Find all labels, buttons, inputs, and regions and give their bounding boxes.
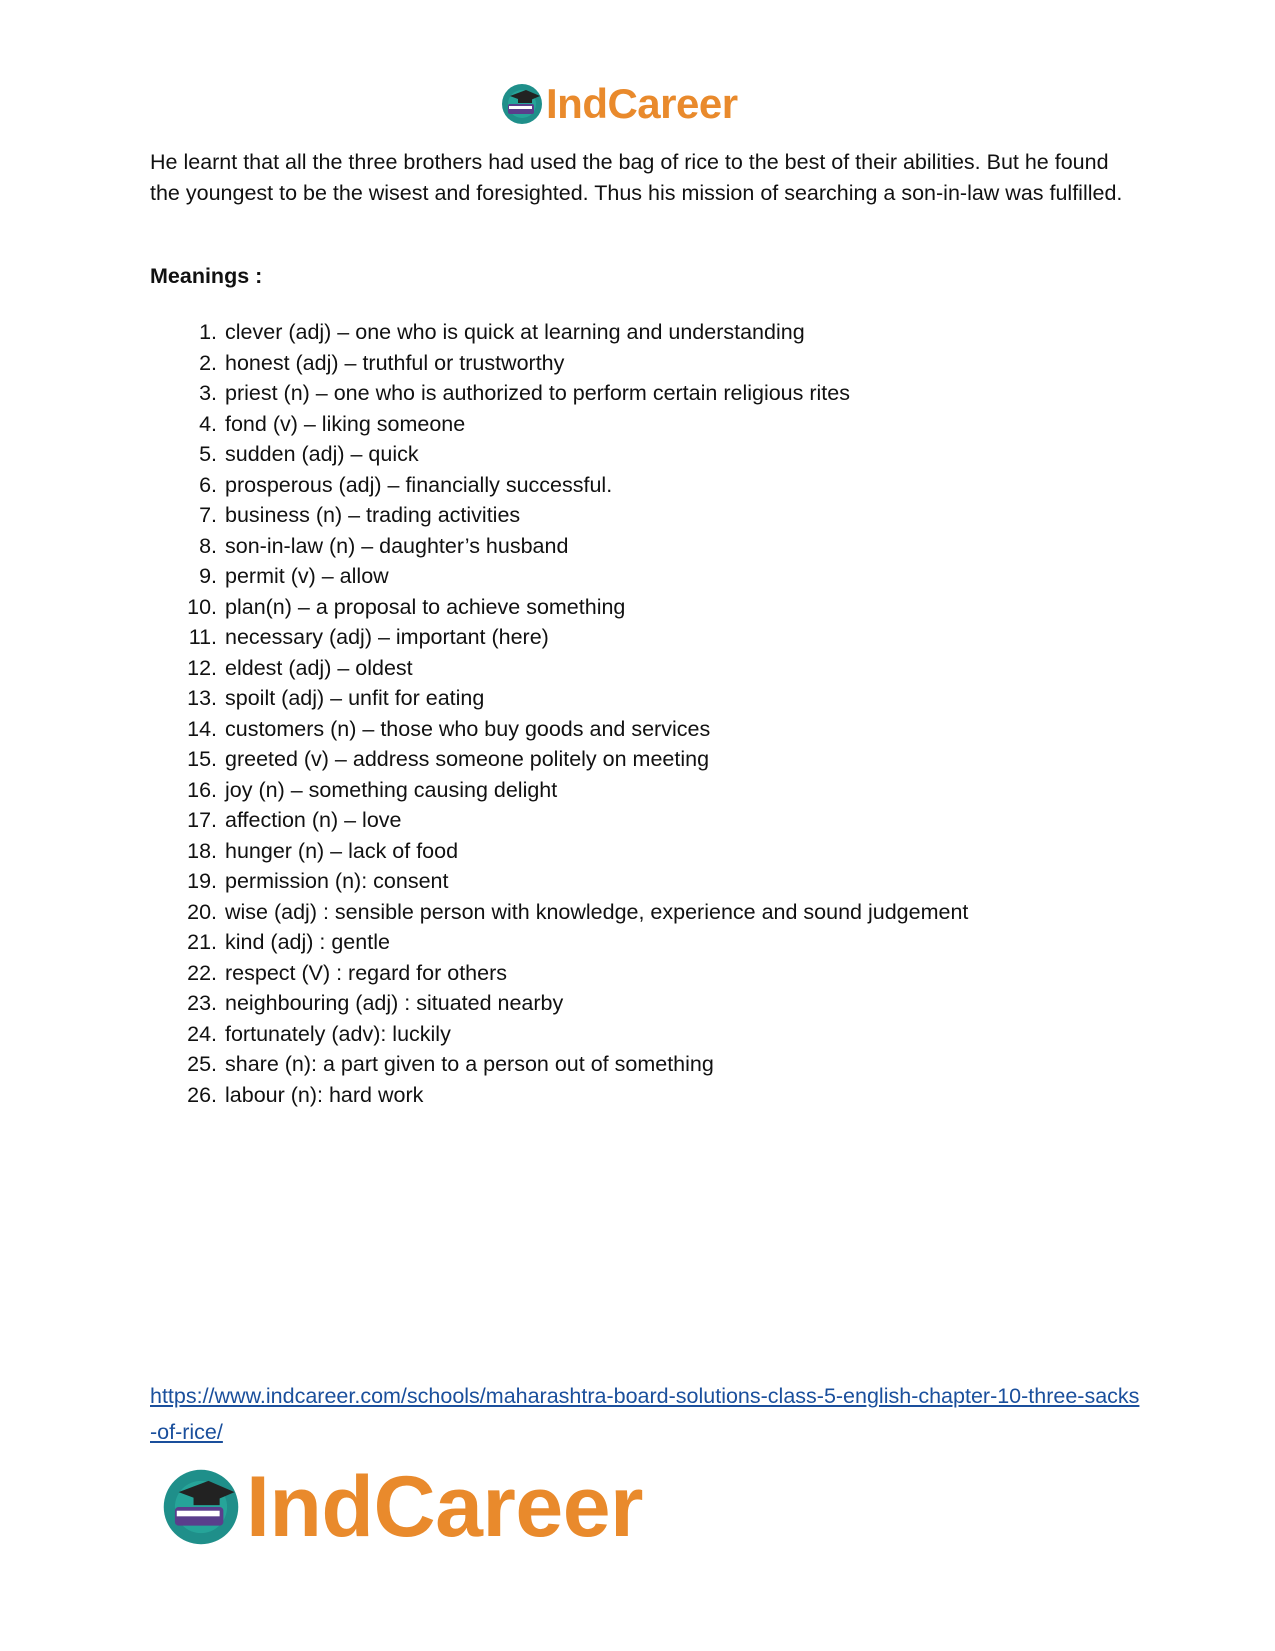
meaning-text: respect (V) : regard for others bbox=[225, 960, 507, 985]
meaning-text: permit (v) – allow bbox=[225, 564, 389, 588]
meaning-number: 16. bbox=[187, 777, 217, 802]
meaning-number: 11. bbox=[188, 625, 217, 649]
meaning-number: 26. bbox=[187, 1082, 217, 1107]
meaning-text: spoilt (adj) – unfit for eating bbox=[225, 686, 485, 710]
meaning-item bbox=[150, 927, 968, 958]
meaning-text: plan(n) – a proposal to achieve something bbox=[225, 594, 626, 619]
meaning-item bbox=[150, 500, 968, 531]
meaning-number: 14. bbox=[187, 716, 217, 741]
meaning-text: business (n) – trading activities bbox=[225, 503, 521, 527]
meaning-text: kind (adj) : gentle bbox=[225, 930, 390, 954]
meaning-number: 7. bbox=[199, 503, 217, 527]
meaning-item bbox=[150, 683, 968, 714]
meaning-text: joy (n) – something causing delight bbox=[225, 777, 558, 802]
meaning-item bbox=[150, 409, 968, 440]
footer-brand-name: IndCareer bbox=[246, 1458, 643, 1555]
meaning-item bbox=[150, 653, 968, 684]
meaning-text: greeted (v) – address someone politely on meeting bbox=[225, 747, 710, 771]
meaning-item bbox=[150, 622, 968, 653]
graduation-book-globe-icon bbox=[500, 82, 544, 126]
meaning-item bbox=[150, 561, 968, 592]
meaning-number: 19. bbox=[187, 869, 217, 893]
meaning-item bbox=[150, 775, 968, 806]
meaning-number: 23. bbox=[187, 991, 217, 1015]
meaning-item bbox=[150, 958, 968, 989]
meaning-text: eldest (adj) – oldest bbox=[225, 655, 413, 680]
meaning-number: 5. bbox=[199, 442, 217, 466]
meaning-text: permission (n): consent bbox=[225, 869, 449, 893]
meaning-item bbox=[150, 988, 968, 1019]
meanings-heading: Meanings : bbox=[150, 264, 263, 288]
meaning-number: 22. bbox=[187, 960, 217, 985]
meaning-item bbox=[150, 836, 968, 867]
meaning-item bbox=[150, 805, 968, 836]
meaning-text: wise (adj) : sensible person with knowledge, experience and sound judgement bbox=[225, 899, 969, 924]
intro-paragraph: He learnt that all the three brothers had used the bag of rice to the best of their abilities. But he found the youngest to be the wisest and foresighted. Thus his mission of searching a son-in-law was fulfilled. bbox=[150, 150, 1123, 205]
meaning-text: fond (v) – liking someone bbox=[225, 411, 466, 436]
meaning-item bbox=[150, 1080, 968, 1111]
meaning-number: 21. bbox=[187, 930, 217, 954]
meaning-number: 12. bbox=[187, 655, 217, 680]
source-link[interactable]: https://www.indcareer.com/schools/maharashtra-board-solutions-class-5-english-chapter-10-three-sacks-of-rice/ bbox=[150, 1384, 1140, 1444]
meaning-item bbox=[150, 866, 968, 897]
meaning-number: 9. bbox=[199, 564, 217, 588]
meaning-number: 24. bbox=[187, 1021, 217, 1046]
meaning-item bbox=[150, 317, 968, 348]
footer-logo bbox=[160, 1458, 643, 1555]
meanings-list bbox=[150, 317, 968, 1110]
meaning-text: neighbouring (adj) : situated nearby bbox=[225, 991, 564, 1015]
meaning-item bbox=[150, 714, 968, 745]
meaning-number: 17. bbox=[187, 808, 217, 832]
meaning-item bbox=[150, 897, 968, 928]
meaning-item bbox=[150, 470, 968, 501]
meaning-text: priest (n) – one who is authorized to perform certain religious rites bbox=[225, 381, 850, 405]
meaning-item bbox=[150, 531, 968, 562]
meaning-text: clever (adj) – one who is quick at learning and understanding bbox=[225, 320, 805, 344]
meaning-item bbox=[150, 1019, 968, 1050]
meaning-number: 15. bbox=[187, 747, 217, 771]
meaning-number: 1. bbox=[199, 320, 217, 344]
meaning-number: 3. bbox=[199, 381, 217, 405]
meaning-text: prosperous (adj) – financially successful. bbox=[225, 472, 613, 497]
meaning-item bbox=[150, 1049, 968, 1080]
meaning-number: 13. bbox=[187, 686, 217, 710]
meaning-number: 18. bbox=[187, 838, 217, 863]
graduation-book-globe-icon bbox=[160, 1466, 242, 1548]
brand-name: IndCareer bbox=[546, 80, 738, 127]
meaning-number: 10. bbox=[187, 594, 217, 619]
meaning-text: hunger (n) – lack of food bbox=[225, 838, 459, 863]
meaning-item bbox=[150, 744, 968, 775]
meaning-text: affection (n) – love bbox=[225, 808, 402, 832]
header-logo bbox=[500, 80, 738, 128]
meaning-text: necessary (adj) – important (here) bbox=[225, 625, 549, 649]
meaning-text: fortunately (adv): luckily bbox=[225, 1021, 451, 1046]
meaning-text: sudden (adj) – quick bbox=[225, 442, 419, 466]
meaning-text: labour (n): hard work bbox=[225, 1082, 424, 1107]
meaning-item bbox=[150, 378, 968, 409]
meaning-number: 2. bbox=[199, 350, 217, 375]
meaning-item bbox=[150, 592, 968, 623]
meaning-number: 25. bbox=[187, 1052, 217, 1076]
meaning-number: 20. bbox=[187, 899, 217, 924]
meaning-number: 8. bbox=[199, 533, 217, 558]
meaning-number: 6. bbox=[199, 472, 217, 497]
meaning-text: share (n): a part given to a person out of something bbox=[225, 1052, 714, 1076]
meaning-number: 4. bbox=[199, 411, 217, 436]
meaning-item bbox=[150, 348, 968, 379]
meaning-text: customers (n) – those who buy goods and services bbox=[225, 716, 711, 741]
meaning-text: honest (adj) – truthful or trustworthy bbox=[225, 350, 565, 375]
meaning-text: son-in-law (n) – daughter’s husband bbox=[225, 533, 569, 558]
meaning-item bbox=[150, 439, 968, 470]
